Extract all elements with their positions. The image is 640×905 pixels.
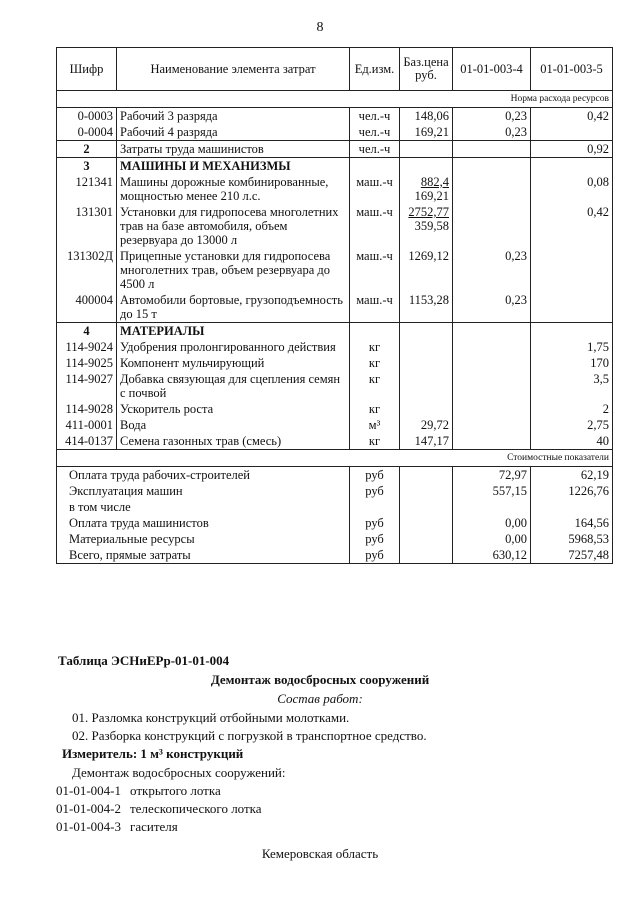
summary-name: в том числе (57, 499, 350, 515)
norm-item (56, 801, 262, 817)
row-code: 114-9025 (57, 355, 117, 371)
empty-cell (531, 158, 613, 175)
summary-name: Оплата труда рабочих-строителей (57, 467, 350, 484)
row-name: Прицепные установки для гидропосева многолетних трав, объем резервуара до 4500 л (117, 248, 350, 292)
resource-norm-table (56, 47, 613, 564)
measure-line: Измеритель: 1 м³ конструкций (62, 746, 244, 761)
empty-cell (453, 158, 531, 175)
summary-row (57, 499, 613, 515)
section-code: 3 (57, 158, 117, 175)
header-unit: Ед.изм. (350, 48, 400, 91)
row-code: 2 (57, 141, 117, 158)
cost-label-row (57, 450, 613, 467)
summary-name: Всего, прямые затраты (57, 547, 350, 564)
row-col1 (453, 417, 531, 433)
norm-item (56, 819, 178, 835)
row-col2 (531, 248, 613, 292)
row-col2: 2 (531, 401, 613, 417)
row-price: 29,72 (400, 417, 453, 433)
table-row (57, 141, 613, 158)
summary-price (400, 515, 453, 531)
row-price (400, 371, 453, 401)
row-name: Ускоритель роста (117, 401, 350, 417)
row-price (400, 355, 453, 371)
empty-cell (400, 158, 453, 175)
summary-col2 (531, 499, 613, 515)
price-primary: 1153,28 (408, 293, 449, 307)
summary-row (57, 515, 613, 531)
row-name: Семена газонных трав (смесь) (117, 433, 350, 450)
empty-cell (531, 323, 613, 340)
summary-price (400, 531, 453, 547)
row-price (400, 248, 453, 292)
summary-unit: руб (350, 531, 400, 547)
summary-unit (350, 499, 400, 515)
row-name: Рабочий 4 разряда (117, 124, 350, 141)
header-col2: 01-01-003-5 (531, 48, 613, 91)
summary-name: Оплата труда машинистов (57, 515, 350, 531)
summary-col1: 557,15 (453, 483, 531, 499)
row-col2: 0,42 (531, 108, 613, 125)
row-price (400, 401, 453, 417)
summary-price (400, 547, 453, 564)
row-col1 (453, 141, 531, 158)
row-col2 (531, 292, 613, 323)
row-code: 114-9028 (57, 401, 117, 417)
summary-price (400, 499, 453, 515)
row-name: Затраты труда машинистов (117, 141, 350, 158)
table-row (57, 204, 613, 248)
norm-label-row (57, 91, 613, 108)
summary-col1: 0,00 (453, 531, 531, 547)
row-col1 (453, 401, 531, 417)
summary-row (57, 467, 613, 484)
row-unit: м³ (350, 417, 400, 433)
row-code: 114-9024 (57, 339, 117, 355)
norm-item-name: телескопического лотка (130, 801, 262, 816)
summary-price (400, 483, 453, 499)
row-col1: 0,23 (453, 248, 531, 292)
row-price: 169,21 (400, 124, 453, 141)
summary-row (57, 531, 613, 547)
row-col2: 0,08 (531, 174, 613, 204)
price-primary: 1269,12 (408, 249, 449, 263)
empty-cell (350, 323, 400, 340)
empty-cell (350, 158, 400, 175)
row-code: 131302Д (57, 248, 117, 292)
row-name: Машины дорожные комбинированные, мощностью менее 210 л.с. (117, 174, 350, 204)
norm-label: Норма расхода ресурсов (57, 91, 613, 108)
row-code: 411-0001 (57, 417, 117, 433)
section-name: МАШИНЫ И МЕХАНИЗМЫ (117, 158, 350, 175)
row-code: 114-9027 (57, 371, 117, 401)
summary-name: Материальные ресурсы (57, 531, 350, 547)
row-name: Автомобили бортовые, грузоподъемность до 15 т (117, 292, 350, 323)
summary-col2: 7257,48 (531, 547, 613, 564)
row-code: 0-0003 (57, 108, 117, 125)
summary-unit: руб (350, 547, 400, 564)
work-item: 02. Разборка конструкций с погрузкой в транспортное средство. (72, 728, 427, 743)
row-code: 121341 (57, 174, 117, 204)
row-col2: 170 (531, 355, 613, 371)
header-code: Шифр (57, 48, 117, 91)
row-price: 148,06 (400, 108, 453, 125)
row-col1: 0,23 (453, 124, 531, 141)
summary-unit: руб (350, 467, 400, 484)
summary-unit: руб (350, 515, 400, 531)
row-col1 (453, 371, 531, 401)
row-col1 (453, 339, 531, 355)
row-unit: чел.-ч (350, 124, 400, 141)
price-primary: 2752,77 (408, 205, 449, 219)
row-col1 (453, 355, 531, 371)
norm-item-code: 01-01-004-3 (56, 819, 121, 834)
row-unit: маш.-ч (350, 248, 400, 292)
section-row (57, 323, 613, 340)
header-name: Наименование элемента затрат (117, 48, 350, 91)
row-col2 (531, 124, 613, 141)
row-name: Вода (117, 417, 350, 433)
summary-col2: 164,56 (531, 515, 613, 531)
summary-name: Эксплуатация машин (57, 483, 350, 499)
header-price (400, 48, 453, 91)
row-col2: 0,42 (531, 204, 613, 248)
row-price (400, 204, 453, 248)
row-col2: 1,75 (531, 339, 613, 355)
empty-cell (453, 323, 531, 340)
table-row (57, 124, 613, 141)
row-unit: маш.-ч (350, 174, 400, 204)
row-col2: 40 (531, 433, 613, 450)
row-name: Добавка связующая для сцепления семян с почвой (117, 371, 350, 401)
norm-item-code: 01-01-004-1 (56, 783, 121, 798)
table-summary (57, 450, 613, 564)
row-unit: маш.-ч (350, 292, 400, 323)
row-price (400, 339, 453, 355)
summary-col2: 62,19 (531, 467, 613, 484)
row-col2: 2,75 (531, 417, 613, 433)
summary-row (57, 483, 613, 499)
table-row (57, 401, 613, 417)
table-body (57, 91, 613, 450)
row-col2: 3,5 (531, 371, 613, 401)
summary-col1: 0,00 (453, 515, 531, 531)
section-code: 4 (57, 323, 117, 340)
summary-col2: 1226,76 (531, 483, 613, 499)
table-row (57, 174, 613, 204)
price-secondary: 359,58 (414, 219, 449, 233)
row-price (400, 141, 453, 158)
row-code: 0-0004 (57, 124, 117, 141)
summary-price (400, 467, 453, 484)
header-price-line1: Баз.цена (403, 55, 449, 69)
row-col1: 0,23 (453, 108, 531, 125)
row-name: Рабочий 3 разряда (117, 108, 350, 125)
row-name: Установки для гидропосева многолетних трав на базе автомобиля, объем резервуара до 13000 л (117, 204, 350, 248)
row-col1 (453, 204, 531, 248)
summary-col1 (453, 499, 531, 515)
region-footer: Кемеровская область (261, 846, 379, 861)
norm-item-name: гасителя (130, 819, 178, 834)
table-header-row (57, 48, 613, 91)
next-table-title: Таблица ЭСНиЕРр-01-01-004 (58, 653, 230, 668)
price-primary: 882,4 (420, 175, 449, 189)
row-code: 400004 (57, 292, 117, 323)
section-name: МАТЕРИАЛЫ (117, 323, 350, 340)
summary-col1: 72,97 (453, 467, 531, 484)
row-code: 414-0137 (57, 433, 117, 450)
section-row (57, 158, 613, 175)
row-price (400, 174, 453, 204)
summary-col1: 630,12 (453, 547, 531, 564)
table-row (57, 292, 613, 323)
row-unit: маш.-ч (350, 204, 400, 248)
summary-row (57, 547, 613, 564)
table-row (57, 371, 613, 401)
row-unit: кг (350, 433, 400, 450)
table-row (57, 248, 613, 292)
row-price (400, 292, 453, 323)
row-col2: 0,92 (531, 141, 613, 158)
summary-col2: 5968,53 (531, 531, 613, 547)
row-unit: кг (350, 339, 400, 355)
composition-heading: Состав работ: (277, 691, 363, 706)
norm-item-name: открытого лотка (130, 783, 221, 798)
row-unit: чел.-ч (350, 108, 400, 125)
header-price-line2: руб. (415, 68, 437, 82)
demolition-heading: Демонтаж водосбросных сооружений: (72, 765, 286, 780)
table-row (57, 417, 613, 433)
row-col1 (453, 174, 531, 204)
next-table-subtitle: Демонтаж водосбросных сооружений (210, 672, 430, 687)
work-item: 01. Разломка конструкций отбойными молотками. (72, 710, 350, 725)
table-row (57, 433, 613, 450)
row-name: Компонент мульчирующий (117, 355, 350, 371)
page-number: 8 (316, 20, 324, 35)
row-code: 131301 (57, 204, 117, 248)
row-unit: кг (350, 355, 400, 371)
row-unit: кг (350, 371, 400, 401)
row-name: Удобрения пролонгированного действия (117, 339, 350, 355)
row-unit: чел.-ч (350, 141, 400, 158)
table-row (57, 108, 613, 125)
empty-cell (400, 323, 453, 340)
norm-item-code: 01-01-004-2 (56, 801, 121, 816)
row-unit: кг (350, 401, 400, 417)
table-row (57, 355, 613, 371)
cost-label: Стоимостные показатели (57, 450, 613, 467)
row-col1 (453, 433, 531, 450)
header-col1: 01-01-003-4 (453, 48, 531, 91)
summary-unit: руб (350, 483, 400, 499)
price-secondary: 169,21 (414, 189, 449, 203)
row-price: 147,17 (400, 433, 453, 450)
norm-item (56, 783, 221, 799)
row-col1: 0,23 (453, 292, 531, 323)
table-row (57, 339, 613, 355)
